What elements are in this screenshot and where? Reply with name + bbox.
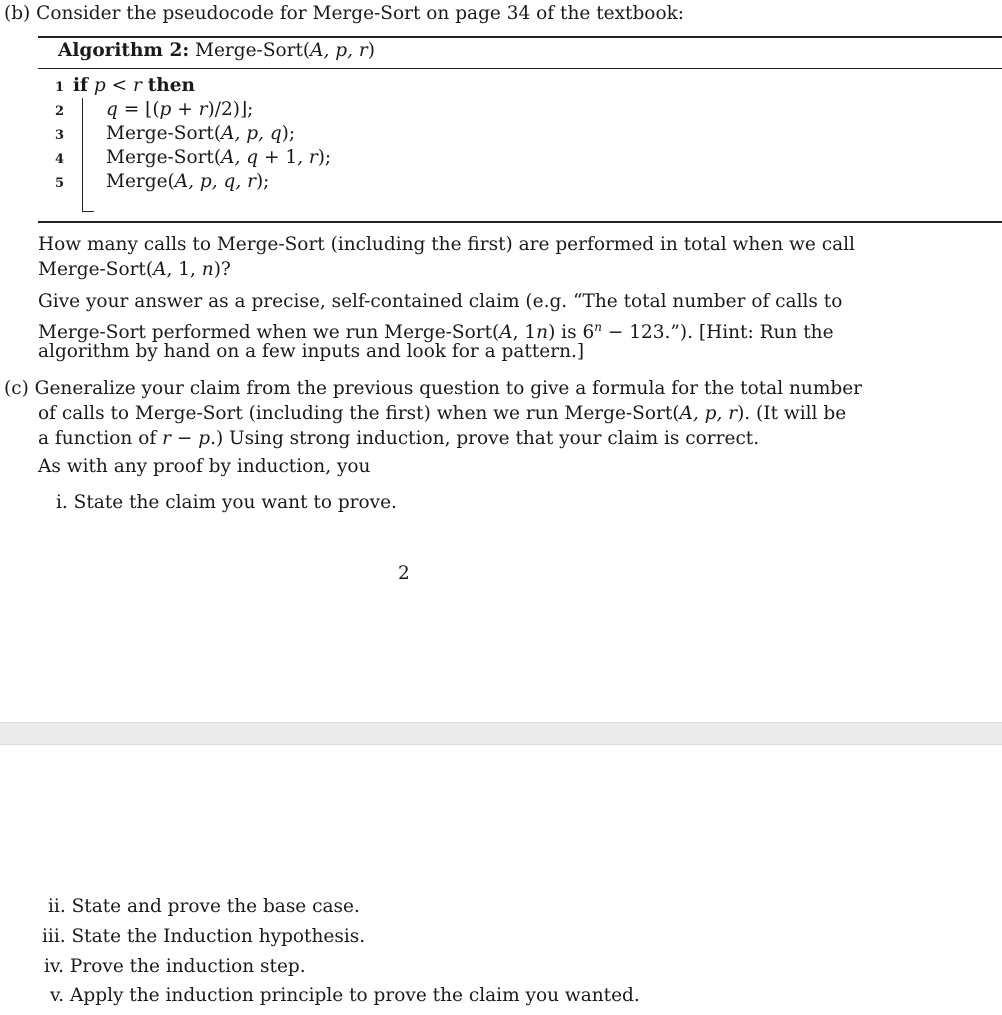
step-iii: iii. State the Induction hypothesis. <box>42 926 366 947</box>
part-c-line-2: of calls to Merge-Sort (including the first) when we run Merge-Sort(A, p, r). (It will be <box>38 403 847 424</box>
line-number-1: 1 <box>54 80 64 95</box>
algorithm-title: Algorithm 2: Merge-Sort(A, p, r) <box>58 40 375 61</box>
code-line-3: Merge-Sort(A, p, q); <box>106 123 296 144</box>
line-number-5: 5 <box>54 176 64 191</box>
line-number-3: 3 <box>54 128 64 143</box>
step-ii: ii. State and prove the base case. <box>48 896 360 917</box>
block-indent-foot <box>82 211 94 212</box>
code-line-5: Merge(A, p, q, r); <box>106 171 270 192</box>
instruction-line-1: Give your answer as a precise, self-contained claim (e.g. “The total number of calls to <box>38 291 843 312</box>
algorithm-mid-rule <box>38 68 1002 69</box>
instruction-line-2: Merge-Sort performed when we run Merge-Sort(A, 1n) is $6^n$ − 123.”). [Hint: Run the <box>38 320 834 344</box>
part-c-line-3: a function of r − p.) Using strong induction, prove that your claim is correct. <box>38 428 760 449</box>
question-line-1: How many calls to Merge-Sort (including the first) are performed in total when we call <box>38 234 855 255</box>
block-indent-bar <box>82 98 83 212</box>
page-number: 2 <box>398 563 410 584</box>
algorithm-top-rule <box>38 36 1002 38</box>
line-number-2: 2 <box>54 104 64 119</box>
code-line-4: Merge-Sort(A, q + 1, r); <box>106 147 332 168</box>
step-iv: iv. Prove the induction step. <box>44 956 306 977</box>
instruction-line-3: algorithm by hand on a few inputs and look for a pattern.] <box>38 341 585 362</box>
question-line-2: Merge-Sort(A, 1, n)? <box>38 259 231 280</box>
code-line-2: q = ⌊(p + r)/2)⌋; <box>106 99 254 120</box>
page-2 <box>0 745 1002 1015</box>
page-separator <box>0 722 1002 745</box>
step-v: v. Apply the induction principle to prove the claim you wanted. <box>50 985 640 1006</box>
part-c-line-4: As with any proof by induction, you <box>38 456 371 477</box>
part-c-line-1: (c) Generalize your claim from the previous question to give a formula for the total number <box>4 378 863 399</box>
part-b-intro: (b) Consider the pseudocode for Merge-Sort on page 34 of the textbook: <box>4 3 685 24</box>
code-line-1: if p < r then <box>73 75 195 96</box>
line-number-4: 4 <box>54 152 64 167</box>
step-i: i. State the claim you want to prove. <box>56 492 397 513</box>
algorithm-bottom-rule <box>38 221 1002 223</box>
